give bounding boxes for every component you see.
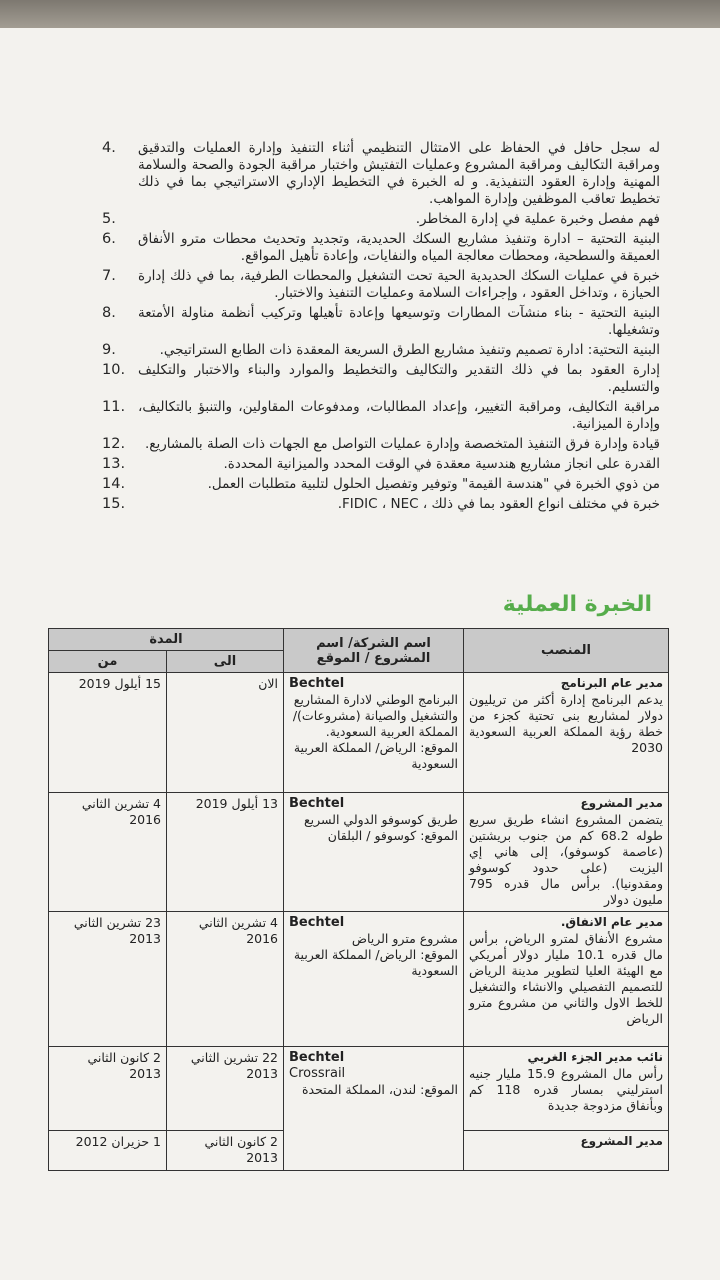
role-title: نائب مدير الجزء الغربي (527, 1050, 663, 1064)
list-item (100, 399, 660, 433)
role-title: مدير عام البرنامج (560, 676, 663, 690)
role-title: مدير المشروع (580, 1134, 663, 1148)
table-header-row (49, 629, 669, 651)
list-item-number: 8. (102, 305, 116, 321)
list-item (100, 342, 660, 359)
list-item (100, 305, 660, 339)
list-item-text: البنية التحتية - بناء منشآت المطارات وتوسيعها وإعادة تأهيلها وتركيب أنظمة مناولة الأمتعة وتشغيلها. (138, 305, 660, 338)
company-name: Bechtel (289, 796, 345, 811)
list-item-text: إدارة العقود بما في ذلك التقدير والتكاليف والتخطيط والموارد والبناء والاختبار والتكليف والتسليم. (138, 362, 660, 395)
header-position: المنصب (464, 629, 669, 673)
role-title: مدير المشروع (580, 796, 663, 810)
list-item-text: فهم مفصل وخبرة عملية في إدارة المخاطر. (415, 211, 660, 227)
date-to: 2 كانون الثاني 2013 (167, 1131, 284, 1171)
list-item-number: 15. (102, 496, 126, 512)
section-heading: الخبرة العملية (502, 592, 652, 617)
header-from: من (49, 651, 167, 673)
role-description: مشروع الأنفاق لمترو الرياض، برأس مال قدره 10.1 مليار دولار أمريكي مع الهيئة العليا لتطوير مدينة الرياض للتصميم التفصيلي والانشاء والتشغيل للخط الاول والثاني من مشروع مترو الرياض (469, 931, 663, 1026)
list-item-number: 13. (102, 456, 126, 472)
date-to: 4 تشرين الثاني 2016 (167, 912, 284, 1047)
project-location: الموقع: لندن، المملكة المتحدة (301, 1082, 458, 1097)
list-item-text: مراقبة التكاليف، ومراقبة التغيير، وإعداد المطالبات، ومدفوعات المقاولين، والتنبؤ بالتكاليف، وإدارة الميزانية. (138, 399, 660, 432)
project-name: طريق كوسوفو الدولي السريع (303, 812, 458, 827)
date-to: 22 تشرين الثاني 2013 (167, 1047, 284, 1131)
header-company: اسم الشركة/ اسم المشروع / الموقع (284, 629, 464, 673)
list-item-number: 4. (102, 140, 116, 156)
list-item-text: من ذوي الخبرة في "هندسة القيمة" وتوفير وتفصيل الحلول لتلبية متطلبات العمل. (207, 476, 660, 492)
date-from: 1 حزيران 2012 (49, 1131, 167, 1171)
company-name: Bechtel (289, 1050, 345, 1065)
date-to: الان (167, 673, 284, 793)
table-row (49, 1047, 669, 1131)
project-name: البرنامج الوطني لادارة المشاريع والتشغيل والصيانة (مشروعات)/ المملكة العربية السعودية. (292, 692, 458, 739)
list-item-number: 9. (102, 342, 116, 358)
list-item (100, 268, 660, 302)
header-duration: المدة (49, 629, 284, 651)
list-item-text: خبرة في عمليات السكك الحديدية الحية تحت التشغيل والمحطات الطرفية، بما في ذلك إدارة الحيازة ، وتداخل العقود ، وإجراءات السلامة وعمليات التنفيذ والاختبار. (138, 268, 660, 301)
list-item (100, 211, 660, 228)
experience-table (48, 628, 669, 1171)
project-location: الموقع: كوسوفو / البلقان (327, 828, 458, 843)
date-from: 2 كانون الثاني 2013 (49, 1047, 167, 1131)
list-item (100, 496, 660, 513)
table-row (49, 793, 669, 912)
skills-list (100, 140, 660, 516)
role-description: رأس مال المشروع 15.9 مليار جنيه استرليني بمسار قدره 118 كم وبأنفاق مزدوجة جديدة (469, 1066, 663, 1113)
list-item (100, 231, 660, 265)
company-name: Bechtel (289, 915, 345, 930)
list-item-number: 6. (102, 231, 116, 247)
company-name: Bechtel (289, 676, 345, 691)
role-description: يدعم البرنامج إدارة أكثر من تريليون دولار لمشاريع بنى تحتية كجزء من خطة رؤية المملكة العربية السعودية 2030 (469, 692, 663, 755)
project-location: الموقع: الرياض/ المملكة العربية السعودية (293, 740, 458, 771)
role-description: يتضمن المشروع انشاء طريق سريع طوله 68.2 كم من جنوب بريشتين (عاصمة كوسوفو)، إلى هاني إي اليزيت (على حدود كوسوفو ومقدونيا). برأس مال قدره 795 مليون دولار (469, 812, 663, 907)
date-from: 4 تشرين الثاني 2016 (49, 793, 167, 912)
list-item-number: 14. (102, 476, 126, 492)
list-item-number: 12. (102, 436, 126, 452)
list-item-number: 11. (102, 399, 126, 415)
list-item-number: 7. (102, 268, 116, 284)
date-from: 23 تشرين الثاني 2013 (49, 912, 167, 1047)
table-row (49, 912, 669, 1047)
list-item-text: القدرة على انجاز مشاريع هندسية معقدة في الوقت المحدد والميزانية المحددة. (223, 456, 660, 472)
list-item-text: قيادة وإدارة فرق التنفيذ المتخصصة وإدارة عمليات التواصل مع الجهات ذات الصلة بالمشاريع. (144, 436, 660, 452)
role-title: مدير عام الانفاق. (560, 915, 663, 929)
list-item (100, 140, 660, 208)
list-item-text: البنية التحتية – ادارة وتنفيذ مشاريع السكك الحديدية، وتجديد وتحديث محطات مترو الأنفاق العميقة والسطحية، ومحطات معالجة المياه والنفايات، وإعادة تأهيل المواقع. (138, 231, 660, 264)
list-item-number: 10. (102, 362, 126, 378)
project-location: الموقع: الرياض/ المملكة العربية السعودية (293, 947, 458, 978)
list-item-text: خبرة في مختلف انواع العقود بما في ذلك ، FIDIC ، NEC. (337, 496, 660, 512)
list-item-text: له سجل حافل في الحفاظ على الامتثال التنظيمي أثناء التنفيذ وإدارة العمليات والتدقيق ومراقبة التكاليف ومراقبة المشروع وعمليات التفتيش واختبار مراقبة الجودة والصحة والسلامة المهنية وإدارة العقود التنفيذية. و له الخبرة في التخطيط الإداري الاستراتيجي بما في ذلك تخطيط تعاقب الموظفين وإدارة المواهب. (138, 140, 660, 207)
list-item (100, 456, 660, 473)
background-edge (0, 0, 720, 28)
header-to: الى (167, 651, 284, 673)
list-item-number: 5. (102, 211, 116, 227)
date-from: 15 أيلول 2019 (49, 673, 167, 793)
list-item (100, 362, 660, 396)
list-item (100, 476, 660, 493)
date-to: 13 أيلول 2019 (167, 793, 284, 912)
company-subname: Crossrail (289, 1066, 346, 1081)
list-item-text: البنية التحتية: ادارة تصميم وتنفيذ مشاريع الطرق السريعة المعقدة ذات الطابع الستراتيجي. (159, 342, 660, 358)
table-row (49, 673, 669, 793)
project-name: مشروع مترو الرياض (351, 931, 458, 946)
list-item (100, 436, 660, 453)
